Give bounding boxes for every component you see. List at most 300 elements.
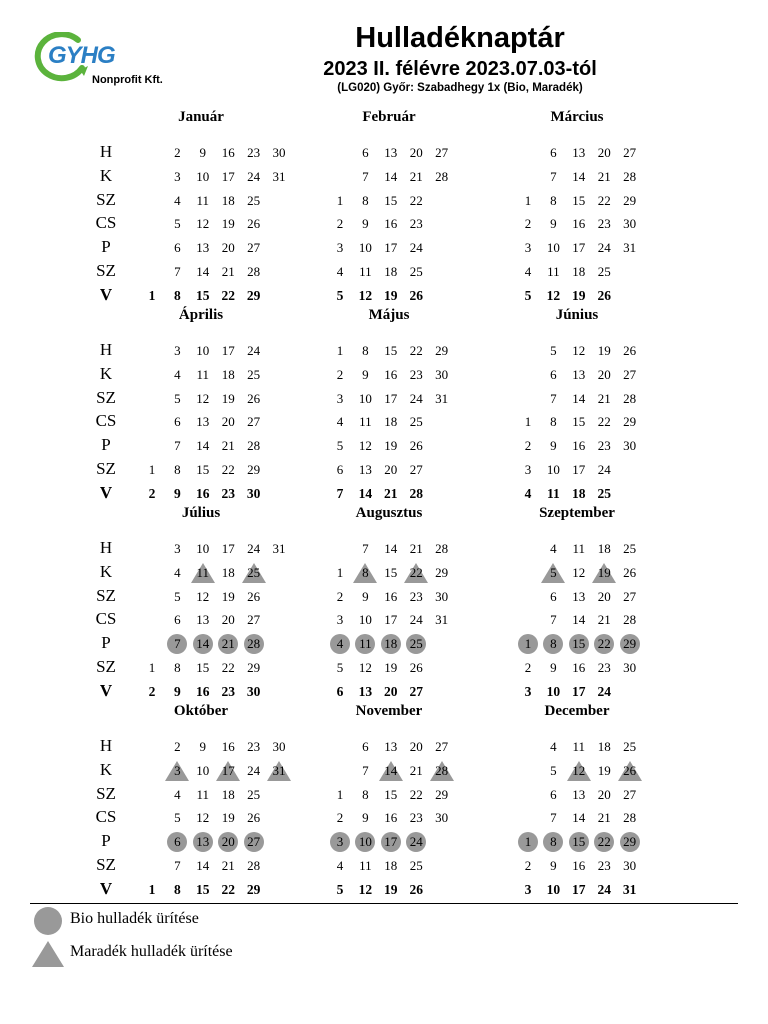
day-cell <box>242 484 266 504</box>
day-number: 1 <box>336 564 344 580</box>
day-cell <box>267 539 291 559</box>
day-cell <box>353 563 377 583</box>
day-cell <box>618 587 642 607</box>
day-cell <box>404 761 428 781</box>
day-number: 22 <box>221 881 235 897</box>
day-number: 17 <box>221 343 235 358</box>
day-cell <box>567 286 591 306</box>
day-number: 9 <box>362 366 369 382</box>
day-number: 25 <box>597 485 611 501</box>
day-cell <box>404 587 428 607</box>
day-number: 22 <box>597 414 611 430</box>
day-number: 27 <box>247 834 261 850</box>
day-number: 2 <box>336 216 344 232</box>
day-number: 23 <box>409 216 423 232</box>
day-number: 4 <box>524 485 532 501</box>
day-cell <box>592 539 616 559</box>
day-cell <box>618 143 642 163</box>
day-cell <box>567 658 591 678</box>
day-cell <box>242 856 266 876</box>
day-number: 26 <box>409 438 423 454</box>
day-number: 20 <box>597 366 611 382</box>
day-cell <box>567 737 591 757</box>
day-cell <box>404 341 428 361</box>
day-number: 25 <box>623 541 637 556</box>
day-cell <box>353 262 377 282</box>
day-cell <box>567 682 591 702</box>
day-cell <box>379 682 403 702</box>
day-cell <box>618 737 642 757</box>
day-cell <box>328 389 352 409</box>
day-number: 13 <box>384 739 398 754</box>
day-cell <box>165 658 189 678</box>
day-number: 22 <box>597 636 611 652</box>
day-number: 11 <box>572 541 586 556</box>
day-cell <box>216 436 240 456</box>
day-cell <box>379 412 403 432</box>
day-number: 22 <box>409 192 423 208</box>
month-name: Január <box>178 109 224 125</box>
day-cell <box>216 143 240 163</box>
day-cell <box>242 737 266 757</box>
day-number: 11 <box>196 786 210 802</box>
day-cell <box>379 365 403 385</box>
day-cell <box>430 389 454 409</box>
day-cell <box>567 460 591 480</box>
day-cell <box>242 286 266 306</box>
day-number: 14 <box>358 485 373 501</box>
day-cell <box>165 191 189 211</box>
day-cell <box>242 682 266 702</box>
day-number: 17 <box>572 683 586 699</box>
day-number: 5 <box>524 287 532 303</box>
day-number: 9 <box>550 858 557 873</box>
day-cell <box>516 412 540 432</box>
day-number: 21 <box>384 485 398 501</box>
day-number: 31 <box>623 240 637 256</box>
day-number: 2 <box>524 660 532 675</box>
day-number: 23 <box>409 366 423 382</box>
day-cell <box>328 262 352 282</box>
day-number: 26 <box>247 588 261 604</box>
day-cell <box>567 167 591 187</box>
day-number: 19 <box>384 881 398 897</box>
day-number: 16 <box>221 739 235 754</box>
day-number: 1 <box>336 343 344 358</box>
day-cell <box>618 214 642 234</box>
day-cell <box>140 484 164 504</box>
day-number: 4 <box>550 541 557 556</box>
day-cell <box>430 563 454 583</box>
day-number: 21 <box>597 810 611 826</box>
day-cell <box>379 563 403 583</box>
day-name-3: CS <box>95 609 117 629</box>
day-number: 25 <box>409 414 423 430</box>
day-cell <box>353 460 377 480</box>
day-cell <box>353 761 377 781</box>
day-cell <box>516 238 540 258</box>
day-number: 26 <box>409 660 423 675</box>
page-title: Hulladéknaptár <box>355 22 565 54</box>
day-cell <box>216 682 240 702</box>
day-cell <box>242 634 266 654</box>
day-number: 5 <box>336 287 344 303</box>
day-number: 7 <box>362 762 369 778</box>
day-number: 14 <box>196 264 210 279</box>
day-cell <box>165 484 189 504</box>
day-cell <box>379 143 403 163</box>
day-cell <box>328 484 352 504</box>
day-cell <box>353 484 377 504</box>
day-number: 20 <box>221 834 235 850</box>
month-name: Július <box>181 505 221 521</box>
day-number: 4 <box>336 858 344 873</box>
month-name: Március <box>550 109 604 125</box>
day-cell <box>191 167 215 187</box>
day-number: 17 <box>221 168 235 184</box>
day-cell <box>328 460 352 480</box>
day-cell <box>242 191 266 211</box>
day-number: 1 <box>148 287 156 303</box>
day-number: 1 <box>148 462 156 477</box>
day-cell <box>541 262 565 282</box>
day-number: 18 <box>221 192 235 208</box>
day-number: 6 <box>174 834 181 850</box>
day-number: 23 <box>597 858 611 873</box>
day-number: 12 <box>546 287 561 303</box>
day-number: 17 <box>384 240 398 256</box>
day-cell <box>242 214 266 234</box>
day-number: 24 <box>409 240 423 256</box>
day-number: 9 <box>362 216 369 232</box>
day-number: 29 <box>246 287 261 303</box>
day-cell <box>404 365 428 385</box>
day-number: 7 <box>550 390 557 406</box>
day-number: 13 <box>196 834 210 850</box>
day-number: 23 <box>221 683 235 699</box>
day-cell <box>353 610 377 630</box>
day-cell <box>353 167 377 187</box>
day-cell <box>592 238 616 258</box>
day-number: 30 <box>246 485 261 501</box>
day-number: 22 <box>221 462 235 477</box>
legend-bio-label: Bio hulladék ürítése <box>70 910 199 927</box>
day-cell <box>379 832 403 852</box>
day-number: 27 <box>623 366 637 382</box>
day-cell <box>353 436 377 456</box>
day-cell <box>618 634 642 654</box>
day-cell <box>592 412 616 432</box>
day-number: 19 <box>384 287 398 303</box>
day-cell <box>541 658 565 678</box>
day-cell <box>592 856 616 876</box>
day-name-1: K <box>99 363 113 383</box>
day-number: 3 <box>174 343 181 358</box>
day-cell <box>353 214 377 234</box>
day-name-4: P <box>101 237 111 257</box>
day-number: 5 <box>550 343 557 358</box>
day-cell <box>216 761 240 781</box>
day-cell <box>592 214 616 234</box>
day-number: 1 <box>524 834 532 850</box>
day-number: 28 <box>623 390 637 406</box>
day-number: 16 <box>572 660 586 675</box>
day-number: 25 <box>409 264 423 279</box>
day-cell <box>191 143 215 163</box>
day-number: 27 <box>623 588 637 604</box>
day-number: 27 <box>435 739 449 754</box>
bio-circle-icon <box>33 906 63 936</box>
day-number: 4 <box>174 786 181 802</box>
day-cell <box>430 341 454 361</box>
day-cell <box>191 808 215 828</box>
day-cell <box>516 856 540 876</box>
day-cell <box>541 539 565 559</box>
day-number: 2 <box>336 588 344 604</box>
day-cell <box>353 389 377 409</box>
day-cell <box>165 682 189 702</box>
day-number: 25 <box>247 564 261 580</box>
day-number: 3 <box>524 881 532 897</box>
day-number: 20 <box>409 739 423 754</box>
day-number: 14 <box>196 858 210 873</box>
day-cell <box>618 808 642 828</box>
legend-rest-label: Maradék hulladék ürítése <box>70 943 233 960</box>
day-number: 18 <box>384 414 398 430</box>
day-cell <box>191 286 215 306</box>
day-cell <box>216 856 240 876</box>
day-number: 15 <box>196 660 210 675</box>
day-cell <box>242 785 266 805</box>
day-number: 6 <box>174 240 181 256</box>
day-cell <box>592 191 616 211</box>
day-number: 27 <box>623 786 637 802</box>
day-cell <box>404 658 428 678</box>
day-number: 3 <box>524 240 532 256</box>
day-number: 12 <box>196 216 210 232</box>
day-name-2: SZ <box>96 585 116 605</box>
day-number: 2 <box>524 438 532 454</box>
day-number: 19 <box>572 287 586 303</box>
day-cell <box>267 737 291 757</box>
day-number: 11 <box>359 858 372 873</box>
day-cell <box>328 785 352 805</box>
day-cell <box>328 563 352 583</box>
day-cell <box>216 286 240 306</box>
day-cell <box>379 389 403 409</box>
day-number: 2 <box>148 485 156 501</box>
day-number: 19 <box>221 588 235 604</box>
day-cell <box>165 286 189 306</box>
day-cell <box>242 832 266 852</box>
day-cell <box>165 539 189 559</box>
day-cell <box>592 634 616 654</box>
day-cell <box>353 682 377 702</box>
day-cell <box>567 761 591 781</box>
day-cell <box>404 484 428 504</box>
day-number: 3 <box>336 390 344 406</box>
day-cell <box>541 389 565 409</box>
day-cell <box>592 563 616 583</box>
day-cell <box>216 191 240 211</box>
day-number: 14 <box>572 390 586 406</box>
day-number: 2 <box>174 145 181 160</box>
day-number: 31 <box>435 390 449 406</box>
day-number: 6 <box>174 414 181 430</box>
day-number: 24 <box>247 343 261 358</box>
day-name-6: V <box>99 878 113 898</box>
day-cell <box>242 143 266 163</box>
day-cell <box>216 262 240 282</box>
day-cell <box>379 880 403 900</box>
day-cell <box>541 634 565 654</box>
day-number: 24 <box>597 240 611 256</box>
day-cell <box>404 238 428 258</box>
day-number: 12 <box>572 762 586 778</box>
day-cell <box>430 143 454 163</box>
day-number: 8 <box>362 786 369 802</box>
day-cell <box>541 880 565 900</box>
day-cell <box>191 539 215 559</box>
day-number: 9 <box>550 660 557 675</box>
location-line: (LG020) Győr: Szabadhegy 1x (Bio, Maradék) <box>337 82 583 94</box>
day-cell <box>379 856 403 876</box>
day-name-0: H <box>99 538 113 557</box>
day-number: 30 <box>623 438 637 454</box>
day-number: 26 <box>247 216 261 232</box>
day-cell <box>353 365 377 385</box>
day-cell <box>216 539 240 559</box>
day-cell <box>165 761 189 781</box>
day-cell <box>567 634 591 654</box>
day-cell <box>216 634 240 654</box>
day-cell <box>165 214 189 234</box>
day-number: 23 <box>597 660 611 675</box>
day-cell <box>353 286 377 306</box>
day-cell <box>191 856 215 876</box>
day-cell <box>618 436 642 456</box>
day-number: 1 <box>524 414 532 430</box>
day-cell <box>592 389 616 409</box>
day-cell <box>404 262 428 282</box>
day-cell <box>404 808 428 828</box>
day-cell <box>242 460 266 480</box>
day-cell <box>242 365 266 385</box>
day-number: 30 <box>272 145 286 160</box>
day-cell <box>404 563 428 583</box>
day-number: 23 <box>247 739 261 754</box>
day-cell <box>165 634 189 654</box>
day-cell <box>618 412 642 432</box>
day-number: 21 <box>597 612 611 628</box>
day-cell <box>379 761 403 781</box>
day-number: 11 <box>196 192 210 208</box>
day-number: 19 <box>597 564 611 580</box>
day-number: 6 <box>550 588 557 604</box>
day-number: 3 <box>336 834 344 850</box>
day-number: 14 <box>572 612 586 628</box>
day-number: 30 <box>246 683 261 699</box>
day-name-5: SZ <box>96 261 116 280</box>
day-cell <box>191 737 215 757</box>
day-cell <box>567 563 591 583</box>
day-cell <box>242 389 266 409</box>
logo-subtext: Nonprofit Kft. <box>92 74 163 86</box>
day-cell <box>242 563 266 583</box>
day-number: 9 <box>174 683 181 699</box>
day-number: 6 <box>336 683 344 699</box>
month-name: Szeptember <box>539 505 615 521</box>
day-number: 12 <box>358 660 372 675</box>
day-cell <box>242 412 266 432</box>
day-number: 15 <box>384 786 398 802</box>
day-number: 21 <box>221 438 235 454</box>
day-cell <box>165 389 189 409</box>
day-cell <box>216 341 240 361</box>
day-number: 23 <box>221 485 235 501</box>
day-number: 13 <box>358 683 373 699</box>
day-number: 10 <box>196 168 210 184</box>
day-number: 20 <box>221 240 235 256</box>
day-number: 19 <box>597 762 611 778</box>
day-cell <box>404 436 428 456</box>
day-number: 15 <box>384 192 398 208</box>
day-number: 2 <box>524 216 532 232</box>
day-cell <box>242 262 266 282</box>
day-cell <box>191 634 215 654</box>
day-number: 13 <box>384 145 398 160</box>
day-number: 11 <box>359 636 372 652</box>
day-number: 8 <box>174 462 181 477</box>
day-cell <box>191 563 215 583</box>
day-number: 24 <box>409 834 423 850</box>
day-number: 8 <box>550 636 557 652</box>
day-number: 20 <box>384 462 398 477</box>
day-number: 7 <box>174 636 181 652</box>
day-cell <box>618 341 642 361</box>
day-cell <box>567 143 591 163</box>
day-number: 29 <box>623 414 637 430</box>
day-number: 12 <box>572 343 586 358</box>
day-cell <box>379 214 403 234</box>
day-cell <box>165 737 189 757</box>
day-number: 15 <box>572 834 586 850</box>
day-number: 29 <box>247 462 261 477</box>
day-number: 1 <box>336 192 344 208</box>
day-number: 28 <box>623 612 637 628</box>
day-cell <box>328 658 352 678</box>
day-number: 8 <box>550 414 557 430</box>
day-cell <box>191 412 215 432</box>
day-number: 12 <box>358 438 372 454</box>
day-cell <box>516 682 540 702</box>
day-number: 24 <box>597 683 611 699</box>
day-number: 27 <box>247 414 261 430</box>
day-number: 5 <box>550 564 557 580</box>
day-number: 17 <box>221 762 235 778</box>
day-number: 21 <box>221 858 235 873</box>
day-cell <box>353 856 377 876</box>
day-number: 2 <box>524 858 532 873</box>
day-number: 27 <box>409 683 423 699</box>
day-cell <box>379 191 403 211</box>
day-number: 27 <box>247 240 261 256</box>
day-cell <box>592 682 616 702</box>
day-number: 4 <box>550 739 557 754</box>
day-number: 6 <box>550 145 557 160</box>
day-number: 22 <box>597 834 611 850</box>
day-cell <box>592 808 616 828</box>
